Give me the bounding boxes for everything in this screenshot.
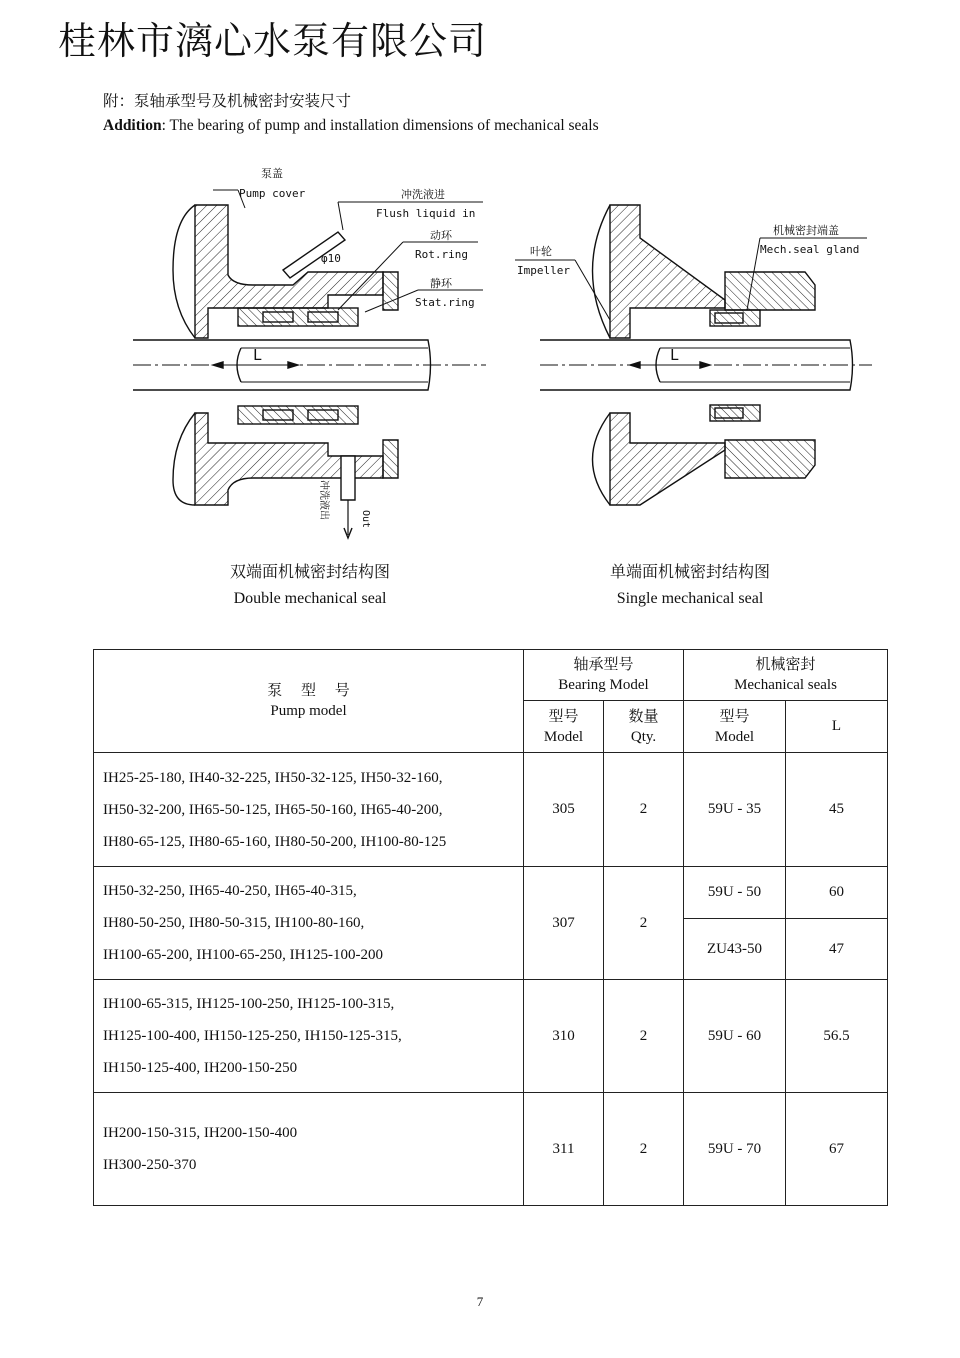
seal-model-cell: ZU43-50	[684, 919, 786, 980]
bearing-model-header-cn: 轴承型号	[573, 657, 634, 673]
pump-models-line: IH150-125-400, IH200-150-250	[103, 1060, 298, 1076]
rot-ring-en-label: Rot.ring	[415, 248, 468, 261]
gland-cn-label: 机械密封端盖	[773, 224, 839, 237]
pump-models-line: IH80-65-125, IH80-65-160, IH80-50-200, IH100-80-125	[103, 833, 447, 850]
pump-model-header	[94, 650, 524, 753]
double-seal-drawing	[133, 160, 486, 545]
seal-model-cell: 59U - 35	[684, 753, 786, 867]
seal-model-subheader-en: Model	[714, 728, 755, 745]
flush-out-cn-label: 冲洗液出	[318, 480, 329, 520]
seal-model-cell: 59U - 50	[684, 867, 786, 919]
pump-models-cell	[94, 753, 524, 867]
intro-en	[103, 114, 599, 138]
seal-model-cell: 59U - 60	[684, 980, 786, 1093]
l-dimension-label: L	[253, 346, 263, 364]
gland-en-label: Mech.seal gland	[760, 243, 860, 256]
pump-models-line: IH50-32-250, IH65-40-250, IH65-40-315,	[103, 883, 357, 899]
pump-model-header-en: Pump model	[270, 703, 347, 719]
impeller-en-label: Impeller	[517, 264, 570, 277]
seal-model-cell: 59U - 70	[684, 1093, 786, 1206]
bearing-model-header	[524, 650, 684, 701]
intro-en-bold: Addition	[103, 117, 162, 134]
qty-subheader	[604, 701, 684, 753]
bearing-cell: 311	[524, 1093, 604, 1206]
pump-models-line: IH100-65-200, IH100-65-250, IH125-100-200	[103, 947, 383, 963]
double-seal-caption-en: Double mechanical seal	[233, 590, 387, 607]
pump-models-line: IH50-32-200, IH65-50-125, IH65-50-160, IH65-40-200,	[103, 801, 443, 818]
pump-models-line: IH80-50-250, IH80-50-315, IH100-80-160,	[103, 915, 365, 931]
flush-in-en-label: Flush liquid in	[376, 207, 476, 220]
page-number: 7	[476, 1294, 484, 1309]
table-row	[94, 753, 888, 867]
bearing-model-subheader	[524, 701, 604, 753]
bearing-model-subheader-en: Model	[543, 728, 584, 745]
mechanical-seals-header	[684, 650, 888, 701]
bearing-seal-table	[93, 649, 888, 1206]
table-row	[94, 1093, 888, 1206]
mechanical-seals-header-en: Mechanical seals	[734, 677, 837, 693]
l-cell: 47	[786, 919, 888, 980]
header-row-1	[94, 650, 888, 701]
qty-subheader-cn: 数量	[628, 708, 659, 725]
table-row	[94, 980, 888, 1093]
pump-models-cell	[94, 1093, 524, 1206]
pump-models-line: IH100-65-315, IH125-100-250, IH125-100-315,	[103, 996, 395, 1012]
seal-model-subheader	[684, 701, 786, 753]
pump-models-cell	[94, 867, 524, 980]
single-seal-caption-en: Single mechanical seal	[616, 590, 764, 607]
l-subheader: L	[786, 701, 888, 753]
double-seal-caption-cn: 双端面机械密封结构图	[229, 564, 390, 581]
mechanical-seals-header-cn: 机械密封	[755, 657, 816, 673]
rot-ring-cn-label: 动环	[430, 229, 452, 242]
single-seal-caption	[510, 560, 870, 612]
seal-model-subheader-cn: 型号	[719, 708, 750, 725]
bearing-model-subheader-cn: 型号	[548, 708, 579, 725]
flush-out-en-label: Out	[360, 510, 371, 529]
table-row	[94, 867, 888, 919]
l-cell: 56.5	[786, 980, 888, 1093]
l-dimension-label-right: L	[670, 346, 680, 364]
single-seal-svg	[515, 160, 872, 545]
pump-models-line: IH200-150-315, IH200-150-400	[103, 1125, 298, 1141]
qty-cell: 2	[604, 867, 684, 980]
pump-models-line: IH25-25-180, IH40-32-225, IH50-32-125, IH50-32-160,	[103, 769, 443, 786]
flush-in-cn-label: 冲洗液进	[401, 188, 445, 201]
l-cell: 60	[786, 867, 888, 919]
intro	[103, 90, 599, 138]
qty-cell: 2	[604, 980, 684, 1093]
pump-models-line: IH300-250-370	[103, 1157, 197, 1173]
diameter-label: φ10	[321, 252, 341, 265]
stat-ring-en-label: Stat.ring	[415, 296, 475, 309]
qty-cell: 2	[604, 1093, 684, 1206]
bearing-cell: 310	[524, 980, 604, 1093]
bearing-cell: 307	[524, 867, 604, 980]
pump-models-line: IH125-100-400, IH150-125-250, IH150-125-315,	[103, 1028, 402, 1044]
pump-cover-cn-label: 泵盖	[261, 167, 283, 180]
single-seal-drawing	[515, 160, 872, 545]
qty-subheader-en: Qty.	[630, 728, 657, 745]
pump-models-cell	[94, 980, 524, 1093]
double-seal-caption	[130, 560, 490, 612]
stat-ring-cn-label: 静环	[430, 277, 452, 290]
single-seal-caption-cn: 单端面机械密封结构图	[609, 564, 770, 581]
double-seal-svg	[133, 160, 486, 545]
bearing-cell: 305	[524, 753, 604, 867]
l-cell: 45	[786, 753, 888, 867]
intro-en-rest: : The bearing of pump and installation dimensions of mechanical seals	[161, 117, 599, 134]
pump-model-header-cn: 泵 型 号	[267, 683, 350, 699]
l-cell: 67	[786, 1093, 888, 1206]
company-name: 桂林市漓心水泵有限公司	[58, 19, 488, 63]
pump-cover-en-label: Pump cover	[239, 187, 306, 200]
intro-cn: 附：泵轴承型号及机械密封安装尺寸	[103, 93, 352, 110]
impeller-cn-label: 叶轮	[530, 245, 552, 258]
bearing-model-header-en: Bearing Model	[558, 677, 649, 693]
qty-cell: 2	[604, 753, 684, 867]
